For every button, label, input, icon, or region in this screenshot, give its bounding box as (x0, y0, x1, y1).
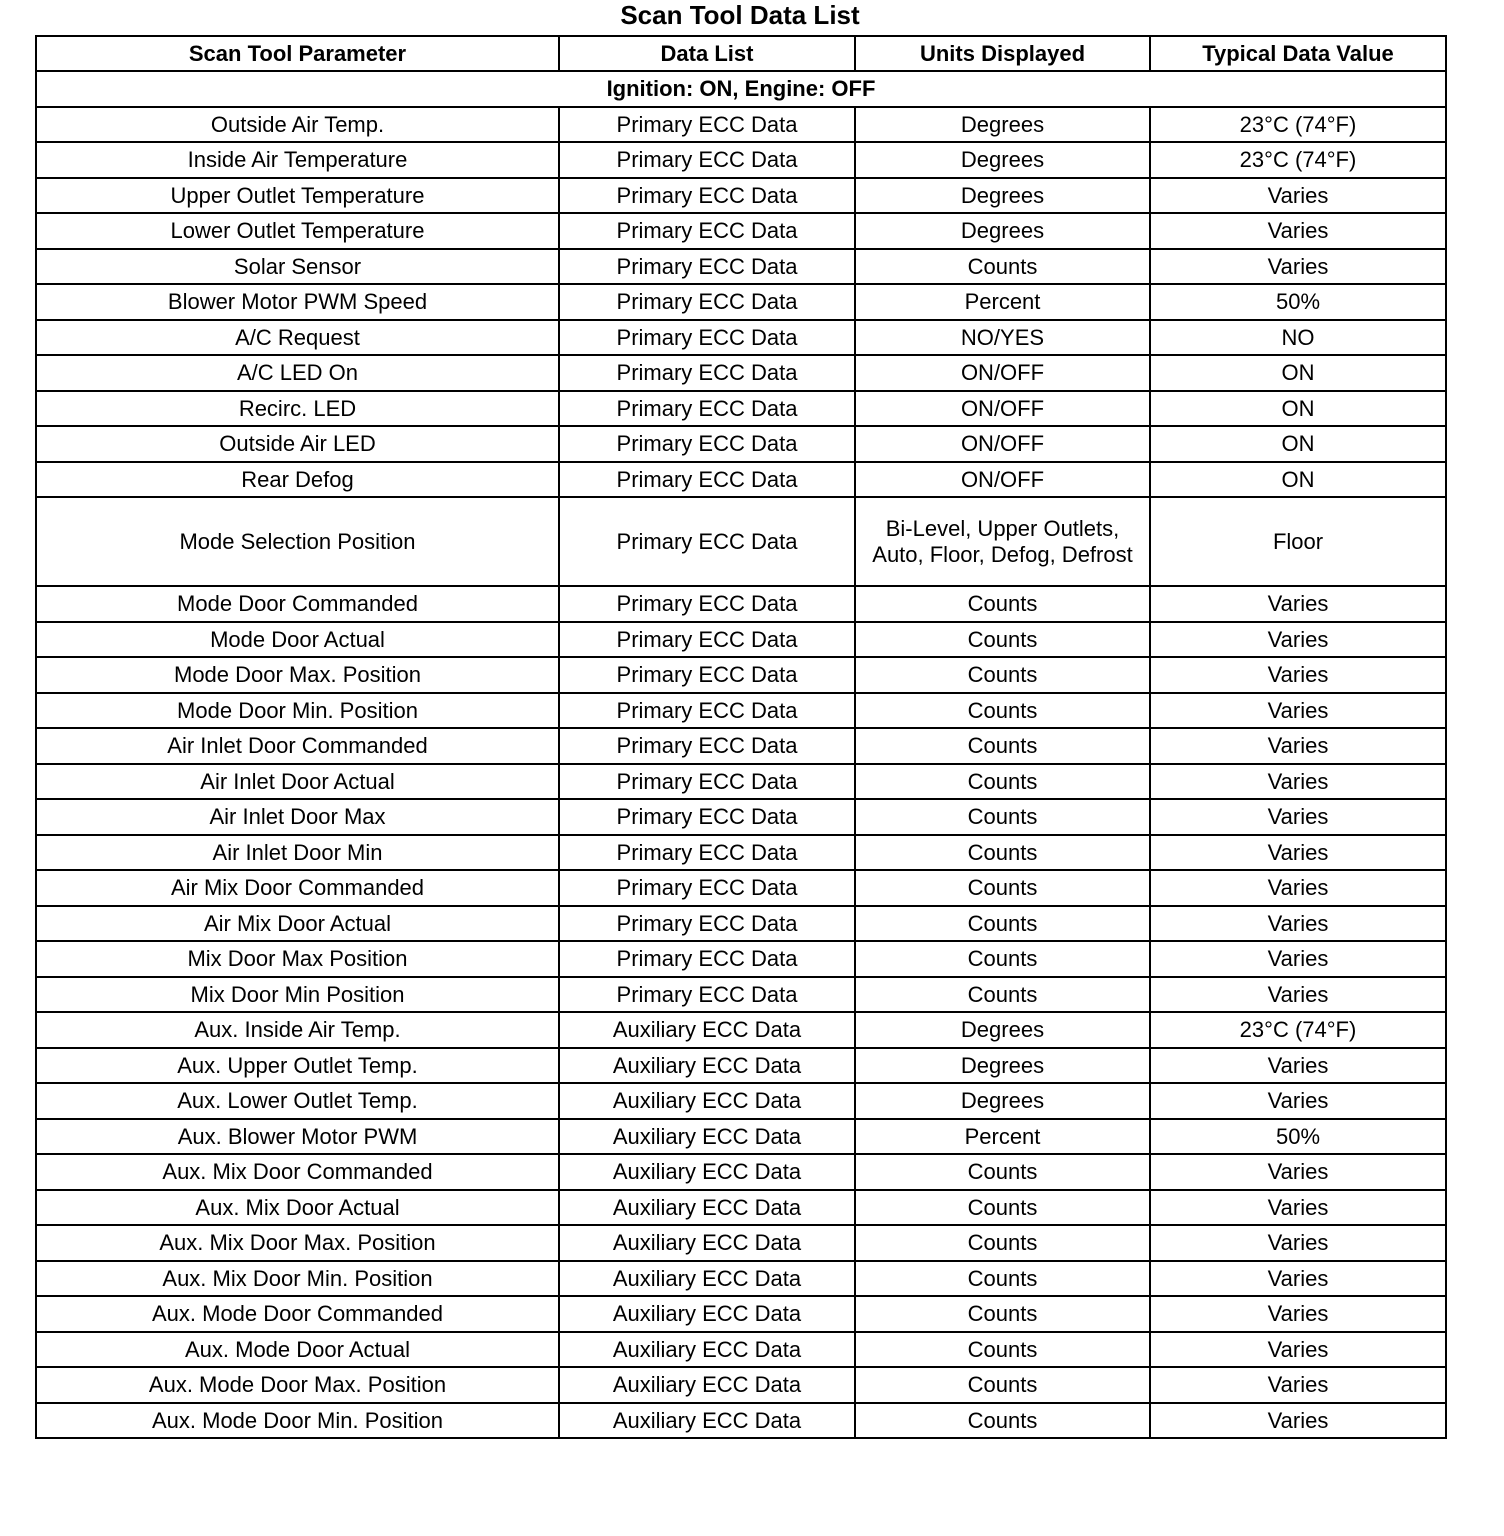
typical-value-cell: Varies (1150, 1261, 1446, 1297)
table-row (36, 497, 1446, 586)
typical-value-cell: Varies (1150, 622, 1446, 658)
parameter-cell: Aux. Inside Air Temp. (36, 1012, 559, 1048)
table-row (36, 1048, 1446, 1084)
units-cell: Counts (855, 764, 1150, 800)
units-cell: NO/YES (855, 320, 1150, 356)
data-list-cell: Primary ECC Data (559, 355, 855, 391)
units-cell: Counts (855, 693, 1150, 729)
parameter-cell: Rear Defog (36, 462, 559, 498)
units-cell: Degrees (855, 213, 1150, 249)
parameter-cell: Aux. Blower Motor PWM (36, 1119, 559, 1155)
scan-tool-data-table (35, 35, 1447, 1439)
units-cell: Counts (855, 1190, 1150, 1226)
typical-value-cell: Varies (1150, 728, 1446, 764)
typical-value-cell: ON (1150, 391, 1446, 427)
table-row (36, 693, 1446, 729)
parameter-cell: Aux. Mode Door Commanded (36, 1296, 559, 1332)
table-row (36, 391, 1446, 427)
table-row (36, 906, 1446, 942)
typical-value-cell: Varies (1150, 1190, 1446, 1226)
data-list-cell: Primary ECC Data (559, 142, 855, 178)
table-row (36, 977, 1446, 1013)
data-list-cell: Primary ECC Data (559, 284, 855, 320)
typical-value-cell: Floor (1150, 497, 1446, 586)
parameter-cell: Mode Door Actual (36, 622, 559, 658)
table-row (36, 870, 1446, 906)
typical-value-cell: Varies (1150, 213, 1446, 249)
typical-value-cell: Varies (1150, 835, 1446, 871)
table-row (36, 1012, 1446, 1048)
table-row (36, 284, 1446, 320)
table-row (36, 1225, 1446, 1261)
typical-value-cell: 23°C (74°F) (1150, 107, 1446, 143)
parameter-cell: Mode Selection Position (36, 497, 559, 586)
data-list-cell: Primary ECC Data (559, 728, 855, 764)
parameter-cell: Mode Door Min. Position (36, 693, 559, 729)
data-list-cell: Primary ECC Data (559, 497, 855, 586)
parameter-cell: Outside Air Temp. (36, 107, 559, 143)
parameter-cell: Aux. Mode Door Max. Position (36, 1367, 559, 1403)
parameter-cell: Air Inlet Door Min (36, 835, 559, 871)
units-cell: Counts (855, 657, 1150, 693)
data-list-cell: Auxiliary ECC Data (559, 1261, 855, 1297)
typical-value-cell: 23°C (74°F) (1150, 1012, 1446, 1048)
table-row (36, 462, 1446, 498)
typical-value-cell: 23°C (74°F) (1150, 142, 1446, 178)
data-list-cell: Primary ECC Data (559, 870, 855, 906)
parameter-cell: Aux. Lower Outlet Temp. (36, 1083, 559, 1119)
parameter-cell: Upper Outlet Temperature (36, 178, 559, 214)
parameter-cell: Lower Outlet Temperature (36, 213, 559, 249)
typical-value-cell: Varies (1150, 1403, 1446, 1439)
units-cell: ON/OFF (855, 355, 1150, 391)
section-label: Ignition: ON, Engine: OFF (36, 71, 1446, 107)
data-list-cell: Primary ECC Data (559, 764, 855, 800)
typical-value-cell: 50% (1150, 284, 1446, 320)
typical-value-cell: Varies (1150, 1332, 1446, 1368)
parameter-cell: Aux. Mode Door Min. Position (36, 1403, 559, 1439)
data-list-cell: Primary ECC Data (559, 977, 855, 1013)
units-cell: Counts (855, 586, 1150, 622)
header-units: Units Displayed (855, 36, 1150, 71)
typical-value-cell: 50% (1150, 1119, 1446, 1155)
data-list-cell: Primary ECC Data (559, 906, 855, 942)
parameter-cell: Inside Air Temperature (36, 142, 559, 178)
table-row (36, 1154, 1446, 1190)
units-cell: ON/OFF (855, 391, 1150, 427)
units-cell: Counts (855, 906, 1150, 942)
units-cell: ON/OFF (855, 462, 1150, 498)
data-list-cell: Primary ECC Data (559, 178, 855, 214)
typical-value-cell: Varies (1150, 1367, 1446, 1403)
parameter-cell: Aux. Upper Outlet Temp. (36, 1048, 559, 1084)
parameter-cell: Air Mix Door Actual (36, 906, 559, 942)
table-row (36, 1190, 1446, 1226)
data-list-cell: Primary ECC Data (559, 622, 855, 658)
data-list-cell: Primary ECC Data (559, 799, 855, 835)
table-row (36, 1367, 1446, 1403)
data-list-cell: Auxiliary ECC Data (559, 1225, 855, 1261)
table-row (36, 1296, 1446, 1332)
units-cell: Counts (855, 870, 1150, 906)
typical-value-cell: Varies (1150, 1083, 1446, 1119)
units-cell: Degrees (855, 1012, 1150, 1048)
data-list-cell: Primary ECC Data (559, 213, 855, 249)
table-row (36, 142, 1446, 178)
units-cell: Degrees (855, 107, 1150, 143)
data-list-cell: Primary ECC Data (559, 693, 855, 729)
typical-value-cell: Varies (1150, 657, 1446, 693)
parameter-cell: Mode Door Max. Position (36, 657, 559, 693)
parameter-cell: Aux. Mix Door Commanded (36, 1154, 559, 1190)
table-row (36, 355, 1446, 391)
data-list-cell: Auxiliary ECC Data (559, 1367, 855, 1403)
units-cell: Counts (855, 1403, 1150, 1439)
section-row (36, 71, 1446, 107)
data-list-cell: Auxiliary ECC Data (559, 1119, 855, 1155)
units-cell: Counts (855, 622, 1150, 658)
data-list-cell: Primary ECC Data (559, 462, 855, 498)
units-cell: Degrees (855, 142, 1150, 178)
data-list-cell: Primary ECC Data (559, 249, 855, 285)
data-list-cell: Auxiliary ECC Data (559, 1403, 855, 1439)
header-parameter: Scan Tool Parameter (36, 36, 559, 71)
typical-value-cell: Varies (1150, 1296, 1446, 1332)
data-list-cell: Primary ECC Data (559, 391, 855, 427)
header-data-list: Data List (559, 36, 855, 71)
table-row (36, 249, 1446, 285)
units-cell: Bi-Level, Upper Outlets, Auto, Floor, Defog, Defrost (855, 497, 1150, 586)
parameter-cell: Mix Door Max Position (36, 941, 559, 977)
units-cell: Percent (855, 1119, 1150, 1155)
data-list-cell: Primary ECC Data (559, 426, 855, 462)
units-cell: Counts (855, 941, 1150, 977)
parameter-cell: Aux. Mode Door Actual (36, 1332, 559, 1368)
table-row (36, 1332, 1446, 1368)
data-list-cell: Primary ECC Data (559, 941, 855, 977)
units-cell: Counts (855, 1154, 1150, 1190)
parameter-cell: Blower Motor PWM Speed (36, 284, 559, 320)
units-cell: Degrees (855, 1048, 1150, 1084)
parameter-cell: A/C LED On (36, 355, 559, 391)
units-cell: ON/OFF (855, 426, 1150, 462)
typical-value-cell: Varies (1150, 764, 1446, 800)
data-list-cell: Auxiliary ECC Data (559, 1012, 855, 1048)
typical-value-cell: NO (1150, 320, 1446, 356)
table-row (36, 213, 1446, 249)
units-cell: Counts (855, 728, 1150, 764)
typical-value-cell: Varies (1150, 799, 1446, 835)
header-row (36, 36, 1446, 71)
parameter-cell: A/C Request (36, 320, 559, 356)
data-list-cell: Auxiliary ECC Data (559, 1048, 855, 1084)
typical-value-cell: Varies (1150, 1225, 1446, 1261)
typical-value-cell: ON (1150, 426, 1446, 462)
parameter-cell: Outside Air LED (36, 426, 559, 462)
typical-value-cell: Varies (1150, 586, 1446, 622)
units-cell: Counts (855, 835, 1150, 871)
typical-value-cell: Varies (1150, 178, 1446, 214)
table-row (36, 178, 1446, 214)
table-row (36, 941, 1446, 977)
parameter-cell: Aux. Mix Door Actual (36, 1190, 559, 1226)
data-list-cell: Auxiliary ECC Data (559, 1154, 855, 1190)
typical-value-cell: ON (1150, 355, 1446, 391)
units-cell: Degrees (855, 1083, 1150, 1119)
units-cell: Counts (855, 249, 1150, 285)
parameter-cell: Air Mix Door Commanded (36, 870, 559, 906)
parameter-cell: Air Inlet Door Commanded (36, 728, 559, 764)
units-cell: Counts (855, 1225, 1150, 1261)
units-cell: Percent (855, 284, 1150, 320)
parameter-cell: Solar Sensor (36, 249, 559, 285)
typical-value-cell: Varies (1150, 693, 1446, 729)
data-list-cell: Primary ECC Data (559, 586, 855, 622)
units-cell: Counts (855, 1296, 1150, 1332)
header-typical-value: Typical Data Value (1150, 36, 1446, 71)
parameter-cell: Air Inlet Door Actual (36, 764, 559, 800)
table-row (36, 622, 1446, 658)
parameter-cell: Recirc. LED (36, 391, 559, 427)
table-row (36, 799, 1446, 835)
data-list-cell: Auxiliary ECC Data (559, 1296, 855, 1332)
parameter-cell: Aux. Mix Door Max. Position (36, 1225, 559, 1261)
units-cell: Counts (855, 977, 1150, 1013)
units-cell: Counts (855, 1332, 1150, 1368)
typical-value-cell: ON (1150, 462, 1446, 498)
data-list-cell: Auxiliary ECC Data (559, 1190, 855, 1226)
typical-value-cell: Varies (1150, 941, 1446, 977)
page-title: Scan Tool Data List (620, 0, 860, 30)
table-row (36, 426, 1446, 462)
data-list-cell: Auxiliary ECC Data (559, 1332, 855, 1368)
parameter-cell: Aux. Mix Door Min. Position (36, 1261, 559, 1297)
table-row (36, 1119, 1446, 1155)
parameter-cell: Mix Door Min Position (36, 977, 559, 1013)
typical-value-cell: Varies (1150, 1154, 1446, 1190)
data-list-cell: Primary ECC Data (559, 107, 855, 143)
table-row (36, 728, 1446, 764)
typical-value-cell: Varies (1150, 870, 1446, 906)
units-cell: Counts (855, 1367, 1150, 1403)
data-list-cell: Primary ECC Data (559, 320, 855, 356)
data-list-cell: Primary ECC Data (559, 835, 855, 871)
parameter-cell: Air Inlet Door Max (36, 799, 559, 835)
table-row (36, 764, 1446, 800)
units-cell: Counts (855, 1261, 1150, 1297)
typical-value-cell: Varies (1150, 249, 1446, 285)
table-row (36, 320, 1446, 356)
typical-value-cell: Varies (1150, 906, 1446, 942)
table-row (36, 657, 1446, 693)
typical-value-cell: Varies (1150, 977, 1446, 1013)
table-row (36, 107, 1446, 143)
table-row (36, 1083, 1446, 1119)
table-row (36, 1261, 1446, 1297)
units-cell: Counts (855, 799, 1150, 835)
table-row (36, 1403, 1446, 1439)
data-list-cell: Auxiliary ECC Data (559, 1083, 855, 1119)
table-row (36, 586, 1446, 622)
table-row (36, 835, 1446, 871)
units-cell: Degrees (855, 178, 1150, 214)
parameter-cell: Mode Door Commanded (36, 586, 559, 622)
typical-value-cell: Varies (1150, 1048, 1446, 1084)
data-list-cell: Primary ECC Data (559, 657, 855, 693)
